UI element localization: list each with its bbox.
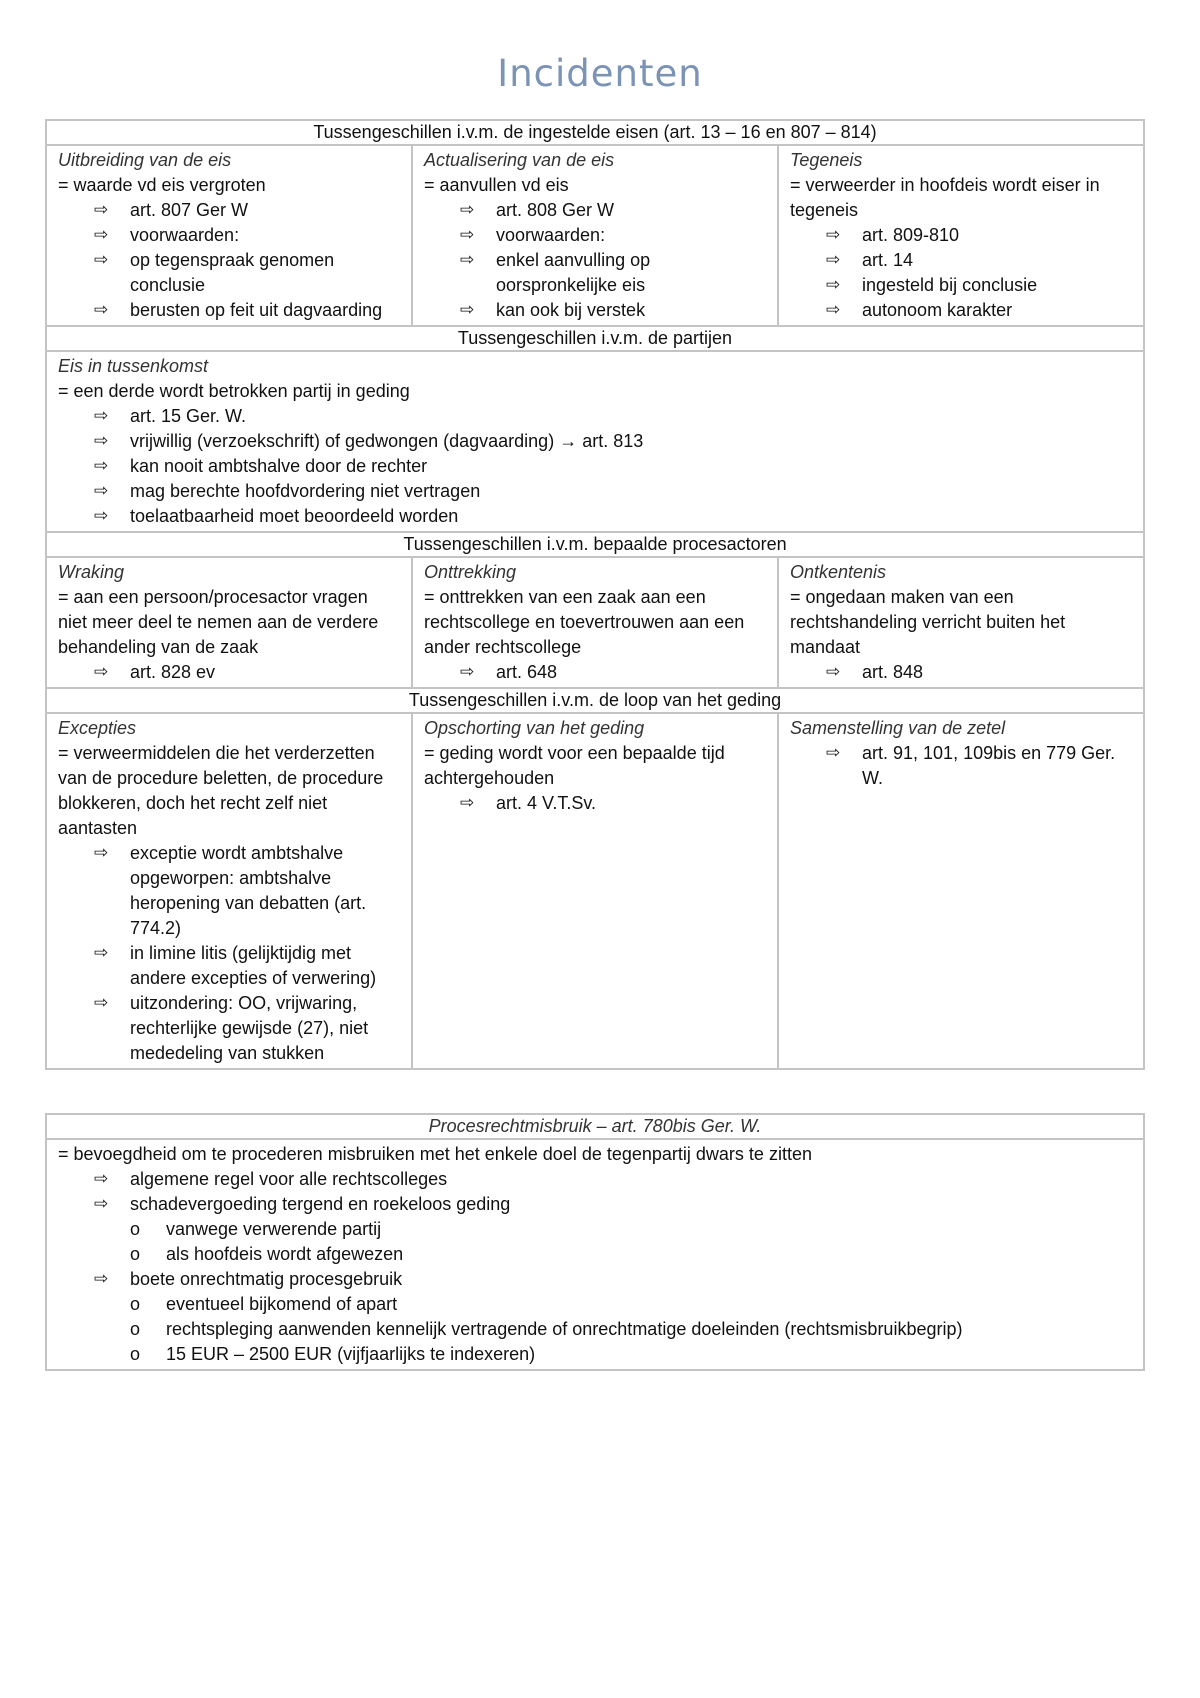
section-row: [46, 120, 1144, 145]
list-item: ⇨ algemene regel voor alle rechtscolleges: [94, 1167, 1133, 1192]
cell-definition: = een derde wordt betrokken partij in geding: [58, 381, 410, 401]
cell-heading: Excepties: [58, 718, 137, 738]
cell-heading: Uitbreiding van de eis: [58, 150, 232, 170]
arrow-list: [424, 198, 767, 323]
cell-heading: Onttrekking: [424, 562, 517, 582]
cell-opschorting: [412, 713, 778, 1069]
arrow-list: [58, 198, 401, 323]
section-content-row: [46, 713, 1144, 1069]
section-content-row: [46, 351, 1144, 532]
cell-excepties: [46, 713, 412, 1069]
arrow-list: [58, 841, 401, 1066]
section-content-row: [46, 145, 1144, 326]
list-item: ⇨ art. 648: [460, 660, 767, 685]
section-row: [46, 532, 1144, 557]
cell-heading: Ontkentenis: [790, 562, 887, 582]
cell-definition: = ongedaan maken van een rechtshandeling verricht buiten het mandaat: [790, 587, 1066, 657]
cell-definition: = bevoegdheid om te procederen misbruiken met het enkele doel de tegenpartij dwars te zitten: [58, 1144, 812, 1164]
incidents-table: [45, 119, 1145, 1070]
section-header: Procesrechtmisbruik – art. 780bis Ger. W.: [46, 1114, 1144, 1139]
arrow-list: [58, 660, 401, 685]
section-header: Tussengeschillen i.v.m. bepaalde procesactoren: [46, 532, 1144, 557]
section-content-row: [46, 1139, 1144, 1370]
section-row: [46, 688, 1144, 713]
cell-heading: Tegeneis: [790, 150, 863, 170]
procesrechtmisbruik-table: [45, 1113, 1145, 1371]
list-item: ⇨ art. 809-810: [826, 223, 1133, 248]
cell-actualisering: [412, 145, 778, 326]
list-item: ⇨ art. 848: [826, 660, 1133, 685]
cell-heading: Opschorting van het geding: [424, 718, 645, 738]
section-row: [46, 1114, 1144, 1139]
circle-list: [58, 1292, 1133, 1367]
list-item: ⇨ op tegenspraak genomen conclusie: [94, 248, 401, 298]
list-item: ⇨ vrijwillig (verzoekschrift) of gedwongen (dagvaarding) → art. 813: [94, 429, 1133, 454]
cell-uitbreiding: [46, 145, 412, 326]
list-item: ⇨ ingesteld bij conclusie: [826, 273, 1133, 298]
cell-heading: Wraking: [58, 562, 125, 582]
list-item: ⇨ art. 15 Ger. W.: [94, 404, 1133, 429]
list-item: ⇨ uitzondering: OO, vrijwaring, rechterlijke gewijsde (27), niet mededeling van stukken: [94, 991, 401, 1066]
circle-list: [58, 1217, 1133, 1267]
list-item: ⇨ art. 807 Ger W: [94, 198, 401, 223]
sub-list-item: o vanwege verwerende partij: [130, 1217, 1133, 1242]
list-item: ⇨ voorwaarden:: [460, 223, 767, 248]
list-item: ⇨ berusten op feit uit dagvaarding: [94, 298, 401, 323]
arrow-list: [58, 1167, 1133, 1217]
sub-list-item: o eventueel bijkomend of apart: [130, 1292, 1133, 1317]
cell-onttrekking: [412, 557, 778, 688]
cell-definition: = aanvullen vd eis: [424, 175, 569, 195]
cell-heading: Actualisering van de eis: [424, 150, 615, 170]
list-item: ⇨ kan nooit ambtshalve door de rechter: [94, 454, 1133, 479]
arrow-list: [790, 741, 1133, 791]
section-header: Tussengeschillen i.v.m. de partijen: [46, 326, 1144, 351]
arrow-list: [58, 1267, 1133, 1292]
sub-list-item: o 15 EUR – 2500 EUR (vijfjaarlijks te indexeren): [130, 1342, 1133, 1367]
cell-definition: = aan een persoon/procesactor vragen niet meer deel te nemen aan de verdere behandeling van de zaak: [58, 587, 379, 657]
list-item: ⇨ mag berechte hoofdvordering niet vertragen: [94, 479, 1133, 504]
arrow-list: [58, 404, 1133, 529]
list-item: ⇨ art. 91, 101, 109bis en 779 Ger. W.: [826, 741, 1133, 791]
list-item: ⇨ enkel aanvulling op oorspronkelijke eis: [460, 248, 767, 298]
section-header: Tussengeschillen i.v.m. de ingestelde eisen (art. 13 – 16 en 807 – 814): [46, 120, 1144, 145]
list-item: ⇨ boete onrechtmatig procesgebruik: [94, 1267, 1133, 1292]
cell-misbruik: [46, 1139, 1144, 1370]
list-item: ⇨ art. 808 Ger W: [460, 198, 767, 223]
sub-list-item: o als hoofdeis wordt afgewezen: [130, 1242, 1133, 1267]
cell-heading: Eis in tussenkomst: [58, 356, 209, 376]
section-row: [46, 326, 1144, 351]
list-item: ⇨ art. 14: [826, 248, 1133, 273]
arrow-list: [424, 660, 767, 685]
cell-wraking: [46, 557, 412, 688]
list-item: ⇨ toelaatbaarheid moet beoordeeld worden: [94, 504, 1133, 529]
page-title: Incidenten: [497, 52, 703, 95]
arrow-list: [790, 223, 1133, 323]
cell-definition: = verweerder in hoofdeis wordt eiser in tegeneis: [790, 175, 1100, 220]
list-item: ⇨ exceptie wordt ambtshalve opgeworpen: ambtshalve heropening van debatten (art. 774.2): [94, 841, 401, 941]
section-content-row: [46, 557, 1144, 688]
cell-tegeneis: [778, 145, 1144, 326]
cell-definition: = geding wordt voor een bepaalde tijd achtergehouden: [424, 743, 725, 788]
list-item: ⇨ kan ook bij verstek: [460, 298, 767, 323]
cell-heading: Samenstelling van de zetel: [790, 718, 1006, 738]
list-item: ⇨ autonoom karakter: [826, 298, 1133, 323]
list-item: ⇨ voorwaarden:: [94, 223, 401, 248]
cell-ontkentenis: [778, 557, 1144, 688]
arrow-list: [424, 791, 767, 816]
list-item: ⇨ art. 828 ev: [94, 660, 401, 685]
cell-tussenkomst: [46, 351, 1144, 532]
cell-samenstelling: [778, 713, 1144, 1069]
section-header: Tussengeschillen i.v.m. de loop van het geding: [46, 688, 1144, 713]
cell-definition: = verweermiddelen die het verderzetten van de procedure beletten, de procedure blokkeren, doch het recht zelf niet aantasten: [58, 743, 384, 838]
list-item: ⇨ art. 4 V.T.Sv.: [460, 791, 767, 816]
cell-definition: = onttrekken van een zaak aan een rechtscollege en toevertrouwen aan een ander rechtscollege: [424, 587, 745, 657]
cell-definition: = waarde vd eis vergroten: [58, 175, 266, 195]
sub-list-item: o rechtspleging aanwenden kennelijk vertragende of onrechtmatige doeleinden (rechtsmisbruikbegrip): [130, 1317, 1133, 1342]
arrow-list: [790, 660, 1133, 685]
list-item: ⇨ schadevergoeding tergend en roekeloos geding: [94, 1192, 1133, 1217]
list-item: ⇨ in limine litis (gelijktijdig met andere excepties of verwering): [94, 941, 401, 991]
